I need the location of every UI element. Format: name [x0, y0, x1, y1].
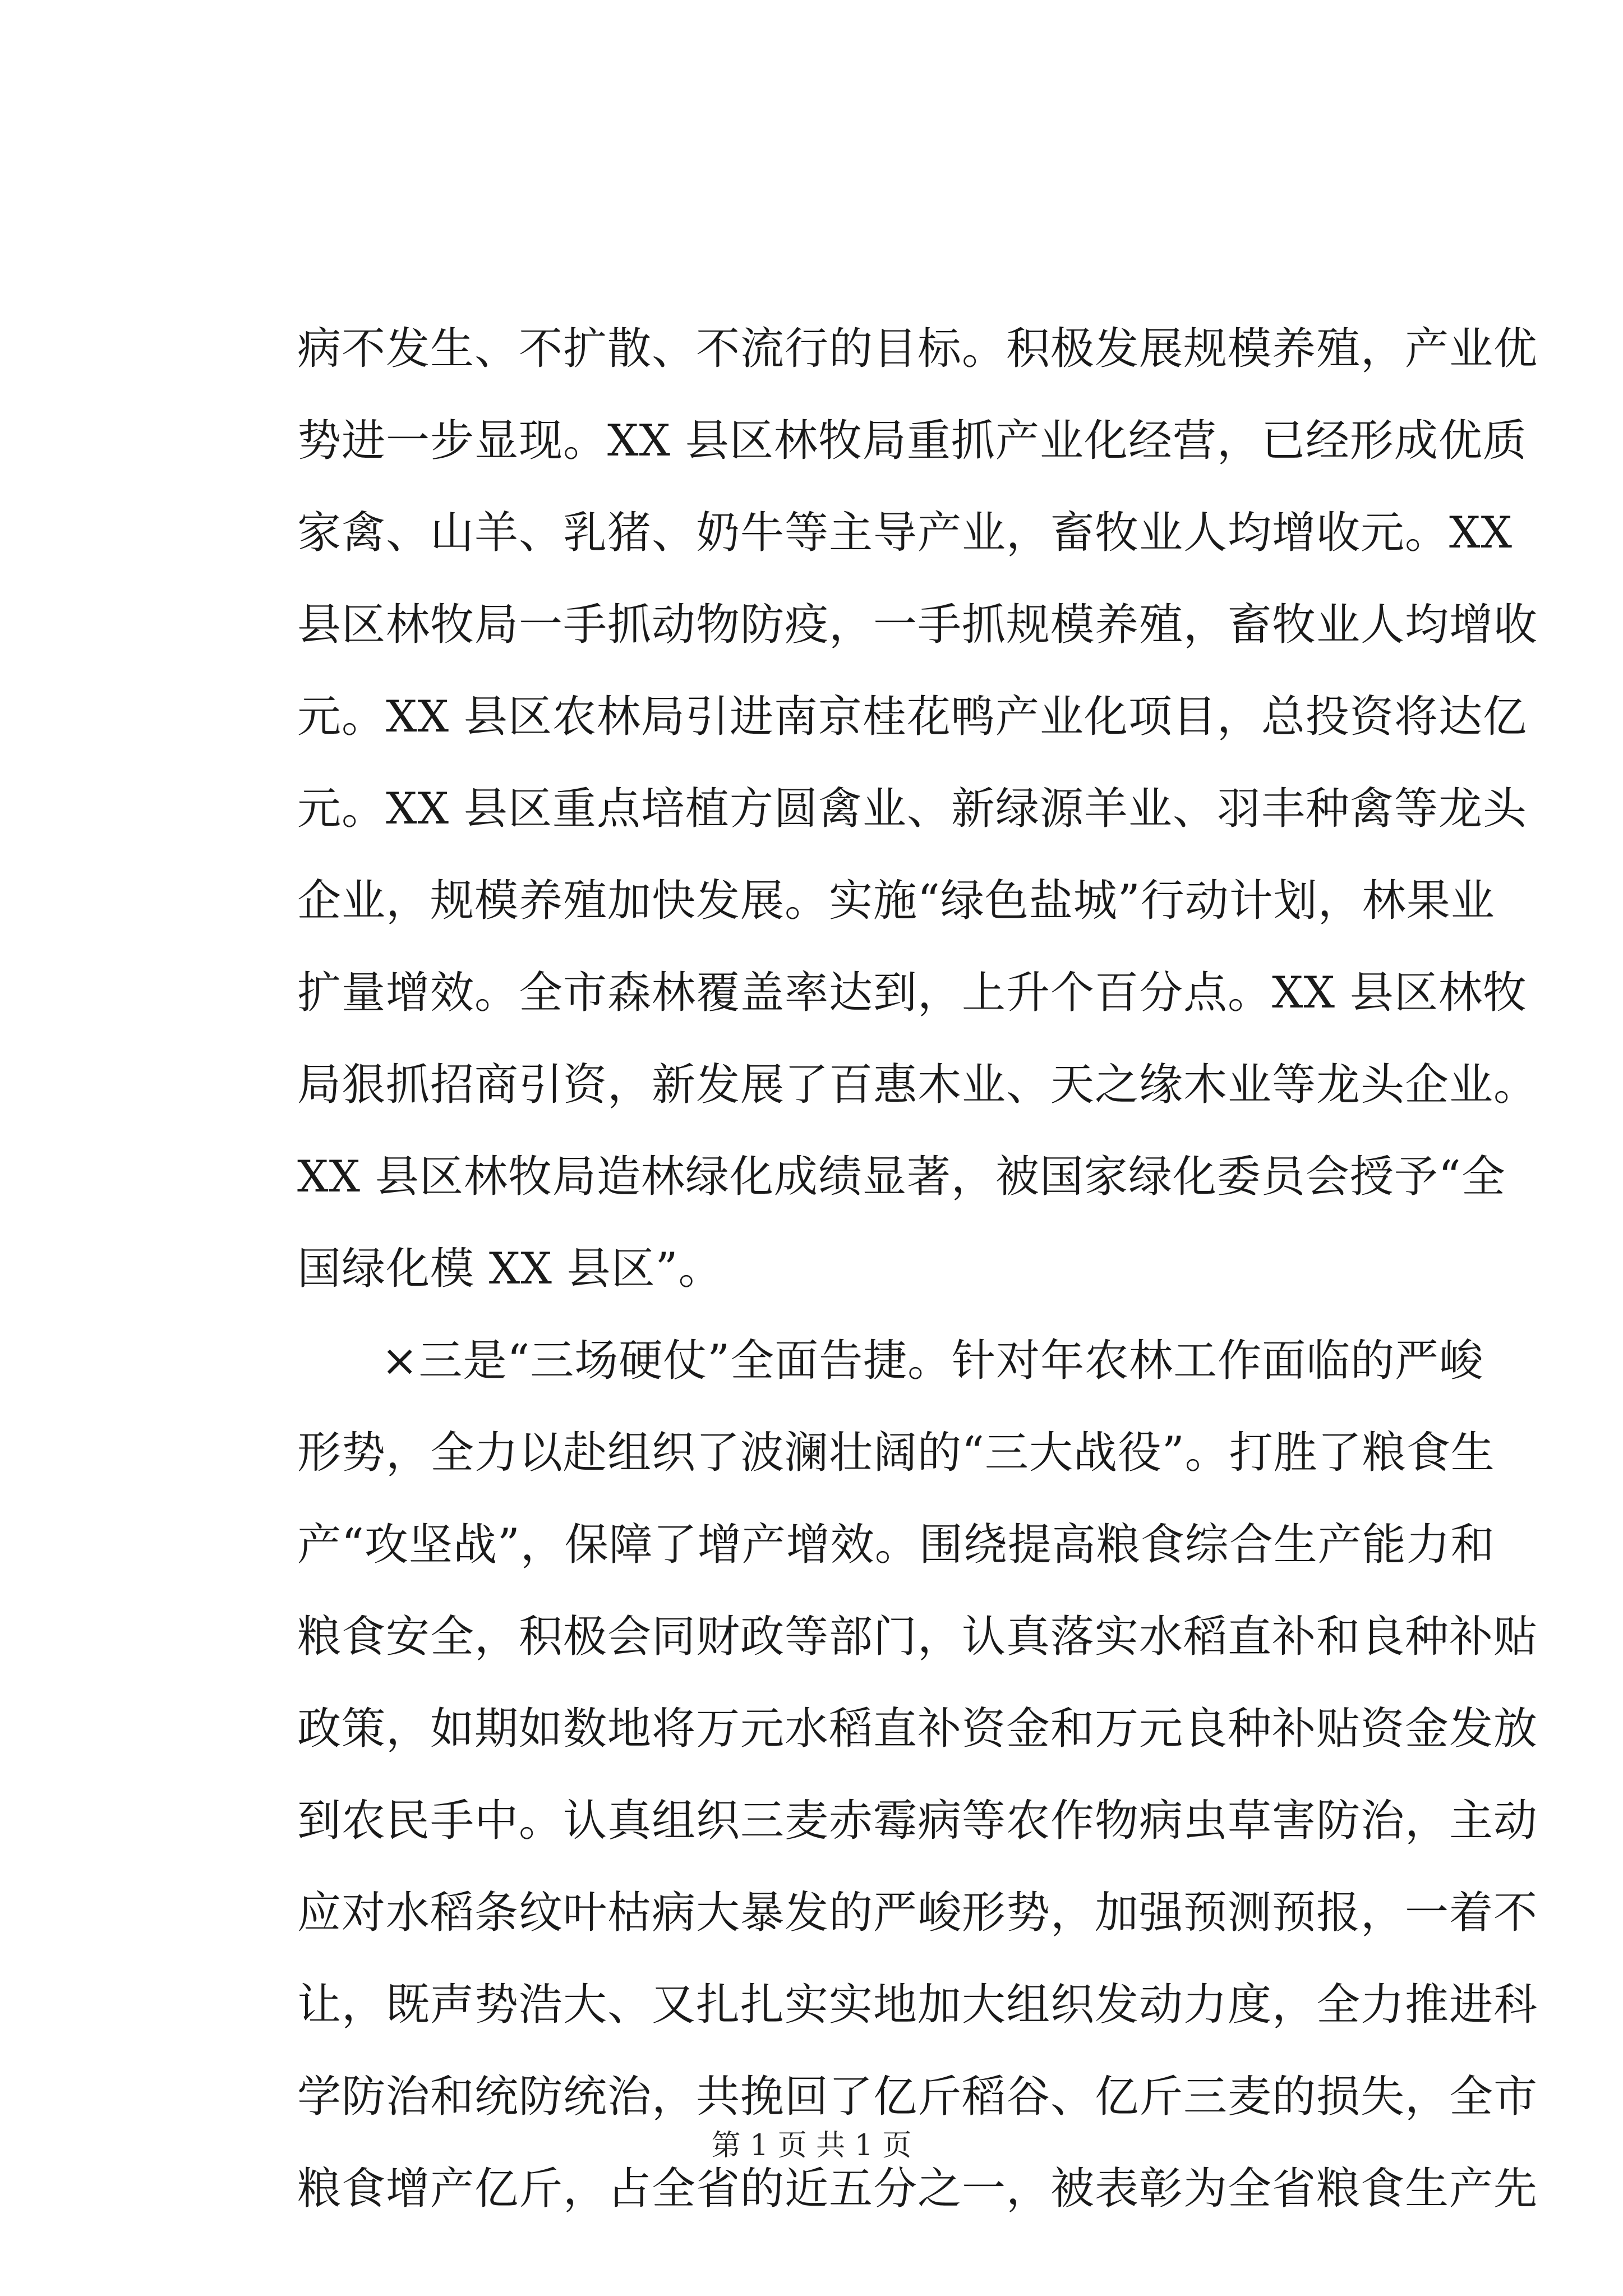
body-text — [297, 303, 1538, 2235]
text-line: 局狠抓招商引资，新发展了百惠木业、天之缘木业等龙头企业。 — [297, 1060, 1538, 1110]
text-line: 企业，规模养殖加快发展。实施“绿色盐城”行动计划，林果业 — [297, 876, 1495, 926]
text-line: XX 县区林牧局造林绿化成绩显著，被国家绿化委员会授予“全 — [297, 1152, 1506, 1202]
page-number-footer: 第 1 页 共 1 页 — [711, 2129, 912, 2162]
paragraph-start-line: ×三是“三场硬仗”全面告捷。针对年农林工作面临的严峻 — [381, 1336, 1484, 1386]
text-line: 到农民手中。认真组织三麦赤霉病等农作物病虫草害防治，主动 — [297, 1796, 1538, 1846]
text-line: 形势，全力以赴组织了波澜壮阔的“三大战役”。打胜了粮食生 — [297, 1428, 1495, 1478]
text-line: 家禽、山羊、乳猪、奶牛等主导产业，畜牧业人均增收元。XX — [297, 508, 1513, 558]
text-line: 粮食安全，积极会同财政等部门，认真落实水稻直补和良种补贴 — [297, 1612, 1538, 1662]
text-line: 应对水稻条纹叶枯病大暴发的严峻形势，加强预测预报，一着不 — [297, 1888, 1538, 1938]
text-line: 势进一步显现。XX 县区林牧局重抓产业化经营，已经形成优质 — [297, 416, 1527, 466]
text-line: 病不发生、不扩散、不流行的目标。积极发展规模养殖，产业优 — [297, 324, 1538, 374]
text-line: 政策，如期如数地将万元水稻直补资金和万元良种补贴资金发放 — [297, 1704, 1538, 1754]
text-line: 让，既声势浩大、又扎扎实实地加大组织发动力度，全力推进科 — [297, 1980, 1538, 2030]
text-line: 元。XX 县区农林局引进南京桂花鸭产业化项目，总投资将达亿 — [297, 692, 1527, 742]
text-line: 粮食增产亿斤，占全省的近五分之一，被表彰为全省粮食生产先 — [297, 2164, 1538, 2214]
text-line: 学防治和统防统治，共挽回了亿斤稻谷、亿斤三麦的损失，全市 — [297, 2072, 1538, 2122]
text-line: 县区林牧局一手抓动物防疫，一手抓规模养殖，畜牧业人均增收 — [297, 600, 1538, 650]
text-line: 产“攻坚战”，保障了增产增效。围绕提高粮食综合生产能力和 — [297, 1520, 1495, 1570]
text-line: 扩量增效。全市森林覆盖率达到，上升个百分点。XX 县区林牧 — [297, 968, 1527, 1018]
text-line: 国绿化模 XX 县区”。 — [297, 1244, 723, 1294]
text-line: 元。XX 县区重点培植方圆禽业、新绿源羊业、羽丰种禽等龙头 — [297, 784, 1527, 834]
